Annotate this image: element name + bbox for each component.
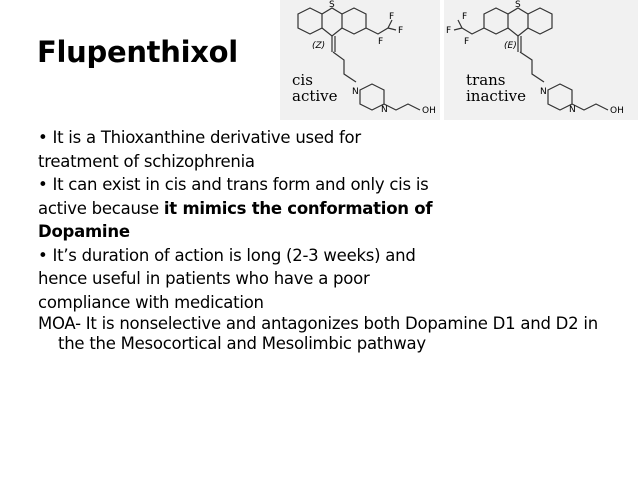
bullet-2-line-1: • It can exist in cis and trans form and only cis is — [38, 175, 429, 194]
trans-isomer-tag: (E) — [504, 41, 517, 51]
slide-body — [38, 126, 628, 353]
trans-structure-image — [444, 0, 638, 120]
cis-sulfur-label: S — [329, 0, 335, 10]
bullet-3-line-1: • It’s duration of action is long (2-3 weeks) and — [38, 245, 416, 265]
trans-label-line2: inactive — [466, 87, 526, 105]
bullet-1-line-1: • It is a Thioxanthine derivative used for — [38, 128, 361, 147]
slide-title: Flupenthixol — [37, 35, 238, 69]
cis-label-line1: cis — [292, 71, 313, 89]
cis-label — [292, 72, 338, 104]
trans-fluorine-label-1: F — [462, 12, 468, 22]
trans-fluorine-label-3: F — [464, 37, 470, 47]
bullet-3-line-2: hence useful in patients who have a poor — [38, 269, 370, 288]
trans-fluorine-label-2: F — [446, 26, 452, 36]
cis-label-line2: active — [292, 87, 338, 105]
cis-fluorine-label-1: F — [389, 12, 395, 22]
cis-isomer-tag: (Z) — [312, 41, 326, 51]
bullet-2-line-3: Dopamine — [38, 222, 130, 241]
trans-sulfur-label: S — [515, 0, 521, 10]
bullet-1-line-2: treatment of schizophrenia — [38, 151, 255, 171]
trans-hydroxyl-label: OH — [610, 106, 624, 116]
bullet-2-plain-text: active because — [38, 198, 164, 218]
cis-structure-image — [280, 0, 440, 120]
trans-label-line1: trans — [466, 71, 506, 89]
cis-fluorine-label-2: F — [398, 26, 404, 36]
cis-nitrogen-label-1: N — [352, 87, 359, 97]
trans-nitrogen-label-2: N — [569, 105, 576, 115]
trans-nitrogen-label-1: N — [540, 87, 547, 97]
trans-label — [466, 72, 526, 104]
moa-paragraph: MOA- It is nonselective and antagonizes both Dopamine D1 and D2 in the the Mesocortical and Mesolimbic pathway — [38, 314, 598, 353]
bullet-2-bold-text: it mimics the conformation of — [163, 198, 433, 218]
cis-nitrogen-label-2: N — [381, 105, 388, 115]
bullet-2-line-2 — [38, 197, 628, 221]
cis-fluorine-label-3: F — [378, 37, 384, 47]
cis-hydroxyl-label: OH — [422, 106, 436, 116]
bullet-3-line-3: compliance with medication — [38, 292, 264, 312]
